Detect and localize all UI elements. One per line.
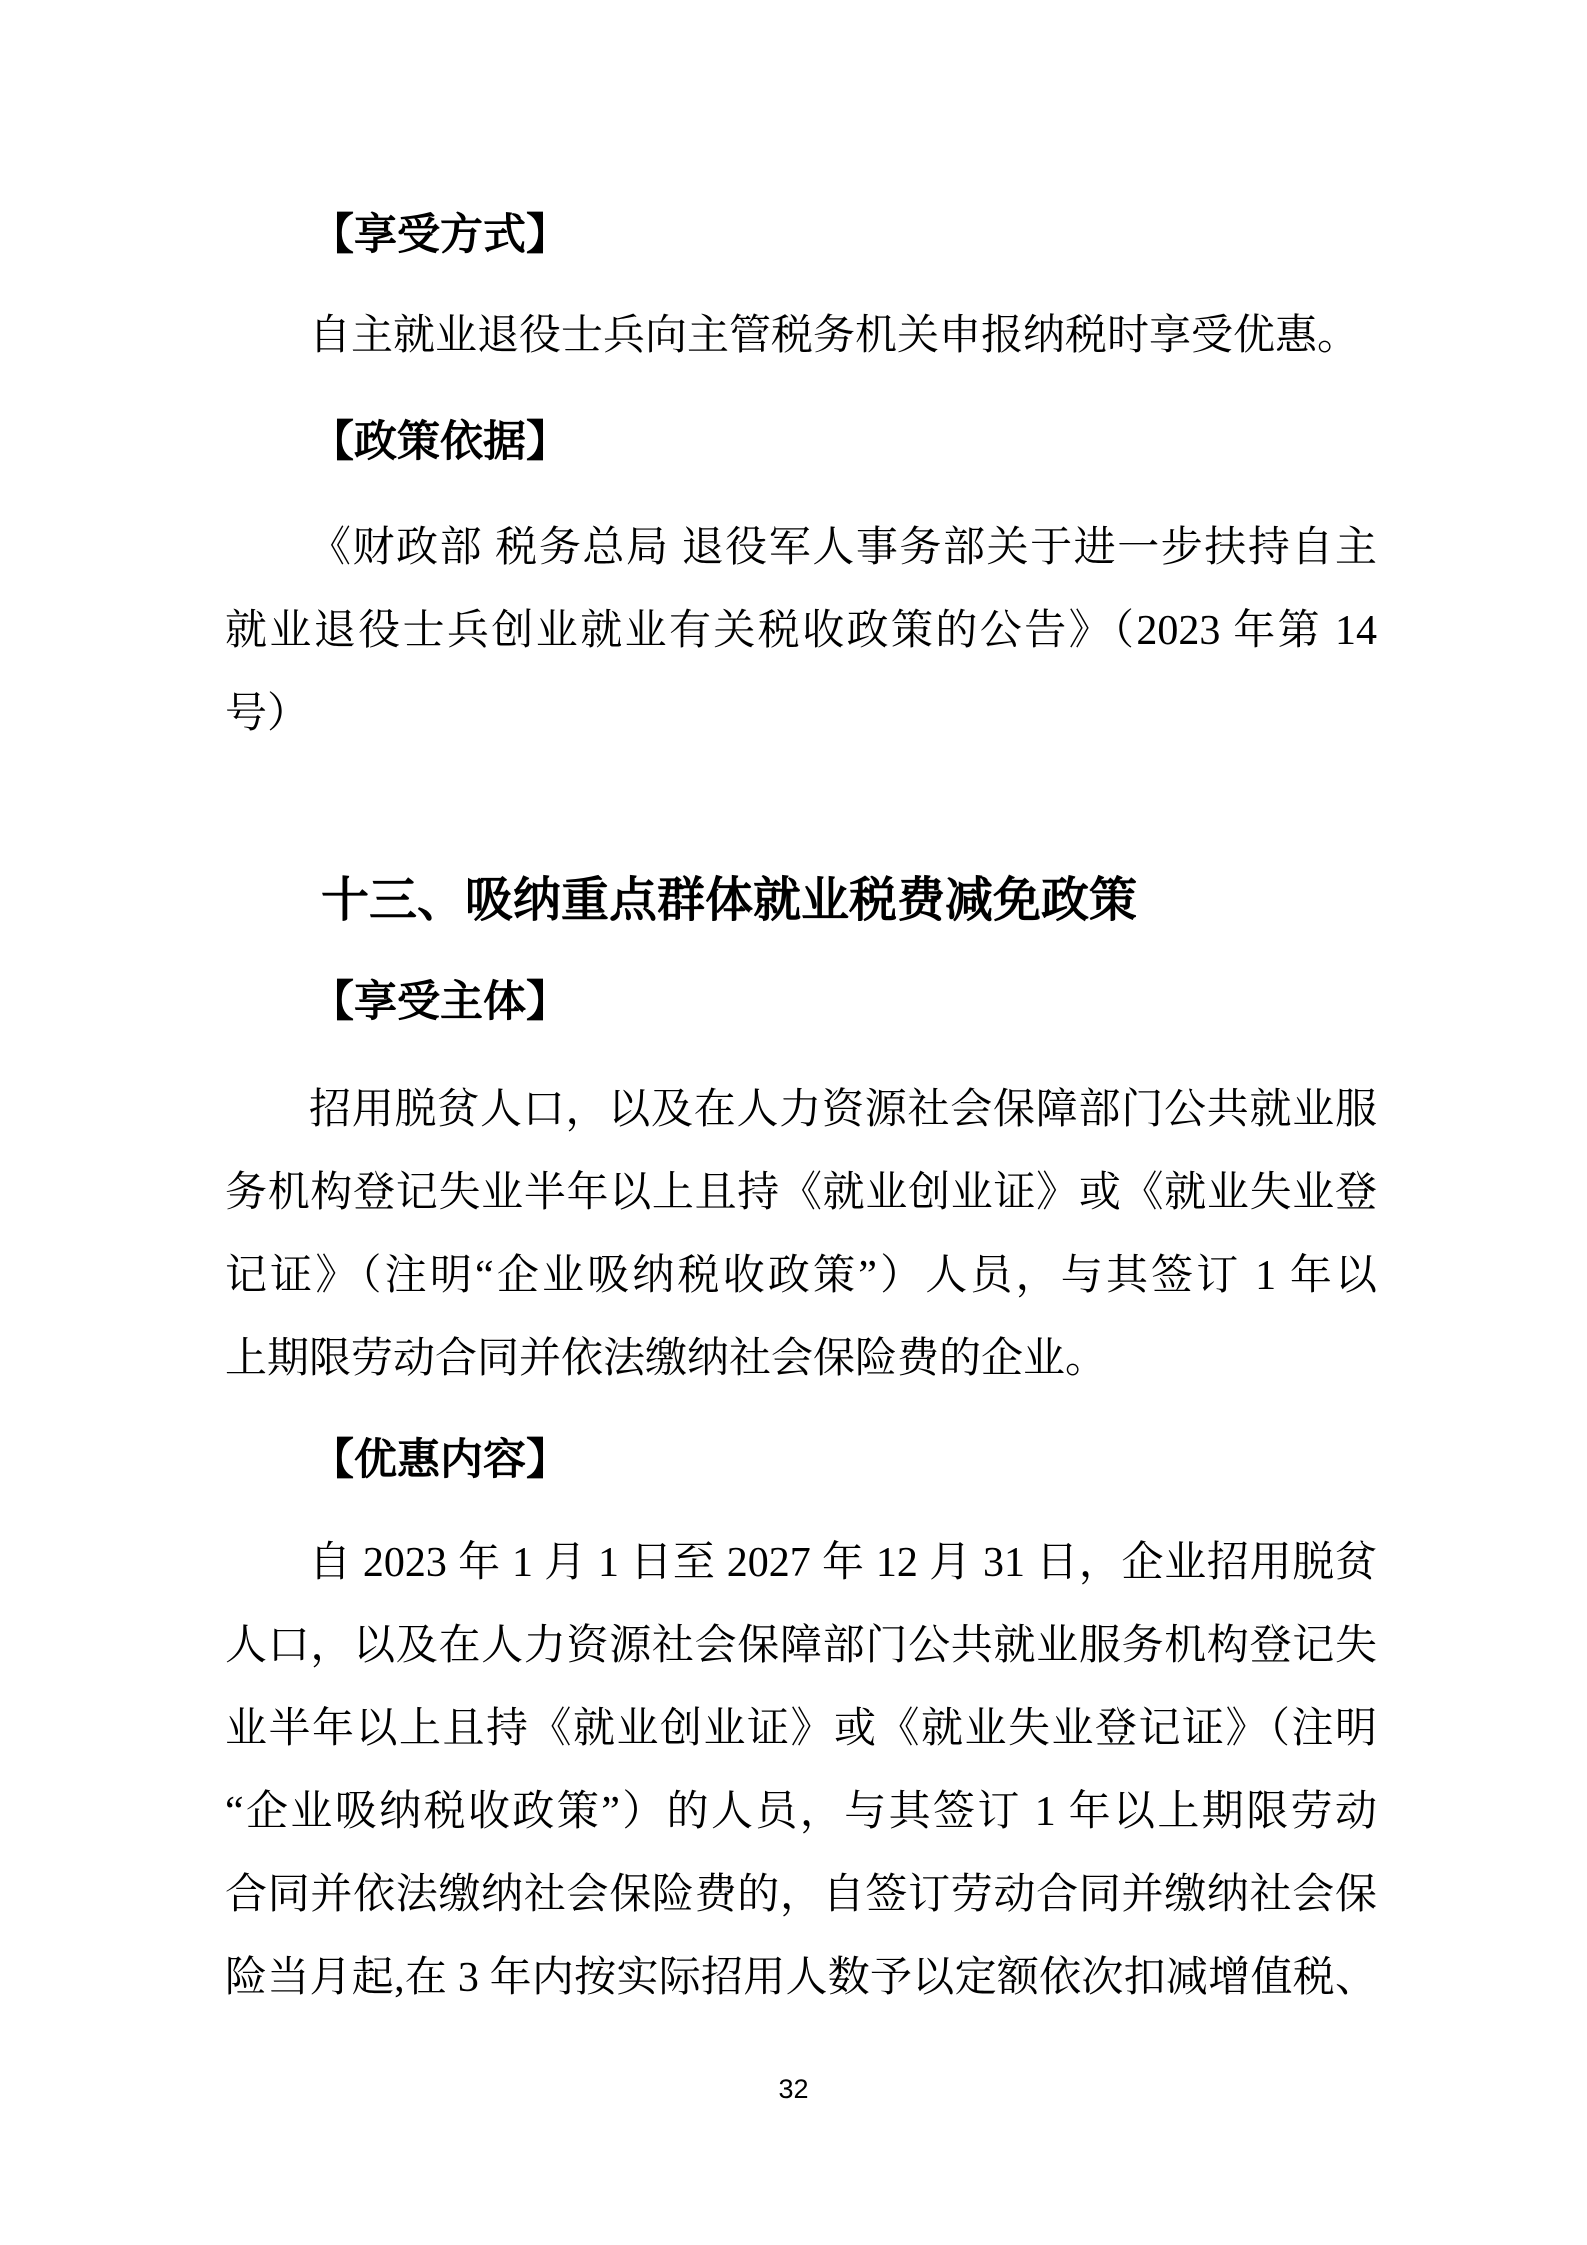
text-line: “企业吸纳税收政策”）的人员，与其签订 1 年以上期限劳动 [225,1789,1377,1835]
heading-youhui-neirong: 【优惠内容】 [311,1436,569,1484]
chapter-heading-13: 十三、吸纳重点群体就业税费减免政策 [321,874,1138,927]
text-line: 合同并依法缴纳社会保险费的，自签订劳动合同并缴纳社会保 [225,1872,1377,1918]
text-line: 招用脱贫人口，以及在人力资源社会保障部门公共就业服 [309,1087,1377,1133]
text-line: 就业退役士兵创业就业有关税收政策的公告》（2023 年第 14 [225,608,1377,654]
text-line: 记证》（注明“企业吸纳税收政策”）人员，与其签订 1 年以 [225,1253,1377,1299]
text-line: 人口，以及在人力资源社会保障部门公共就业服务机构登记失 [225,1623,1377,1669]
text-line: 险当月起,在 3 年内按实际招用人数予以定额依次扣减增值税、 [225,1955,1377,2001]
text-line: 务机构登记失业半年以上且持《就业创业证》或《就业失业登 [225,1170,1377,1216]
text-line: 号） [225,691,310,737]
heading-xiangshou-zhuti: 【享受主体】 [311,978,569,1026]
text-line: 自 2023 年 1 月 1 日至 2027 年 12 月 31 日，企业招用脱贫 [309,1540,1377,1586]
text-line: 自主就业退役士兵向主管税务机关申报纳税时享受优惠。 [309,313,1360,359]
paragraph-xiangshou-zhuti [225,1069,1377,1401]
heading-xiangshou-fangshi: 【享受方式】 [311,211,569,259]
paragraph-zhengce-yiju [225,507,1377,756]
paragraph-xiangshou-fangshi [225,295,1377,378]
text-line: 上期限劳动合同并依法缴纳社会保险费的企业。 [225,1336,1108,1382]
page-number: 32 [778,2074,809,2104]
text-line: 《财政部 税务总局 退役军人事务部关于进一步扶持自主 [309,525,1377,571]
heading-zhengce-yiju: 【政策依据】 [311,418,569,466]
text-line: 业半年以上且持《就业创业证》或《就业失业登记证》（注明 [225,1706,1377,1752]
paragraph-youhui-neirong [225,1522,1377,2020]
